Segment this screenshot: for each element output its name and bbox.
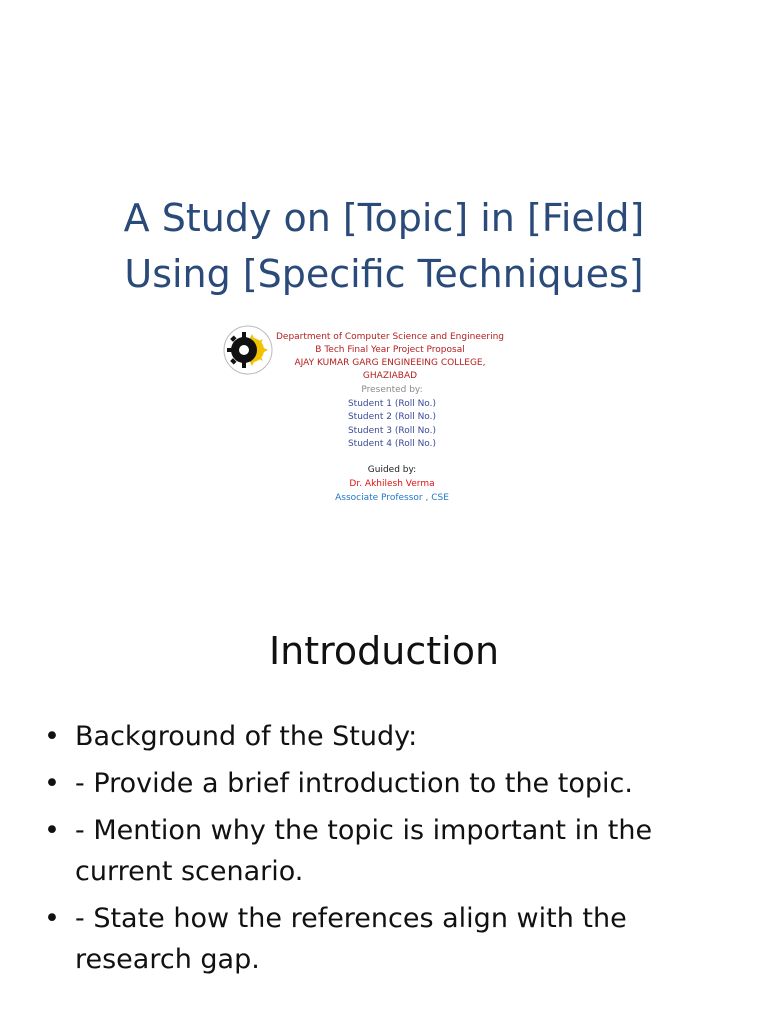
program-name: B Tech Final Year Project Proposal bbox=[315, 345, 465, 355]
presented-by-block bbox=[292, 384, 492, 452]
student-name: Student 3 (Roll No.) bbox=[347, 425, 437, 436]
institution-info bbox=[270, 331, 510, 383]
list-item bbox=[44, 716, 734, 757]
presentation-title bbox=[0, 190, 768, 302]
bullet-text: - Mention why the topic is important in the current scenario. bbox=[75, 815, 653, 887]
student-name: Student 4 (Roll No.) bbox=[347, 439, 437, 449]
bullet-text: Background of the Study: bbox=[75, 721, 418, 752]
introduction-title: Introduction bbox=[268, 629, 500, 673]
bullet-icon: • bbox=[44, 815, 60, 846]
college-name: AJAY KUMAR GARG ENGINEEING COLLEGE, GHAZIABAD bbox=[294, 358, 486, 381]
title-line-1: A Study on [Topic] in [Field] bbox=[123, 196, 645, 240]
presented-by-label: Presented by: bbox=[361, 385, 423, 395]
guided-by-block bbox=[292, 463, 492, 505]
bullet-text: - Provide a brief introduction to the topic. bbox=[75, 768, 633, 799]
college-logo-icon bbox=[222, 324, 274, 376]
title-line-2: Using [Specific Techniques] bbox=[124, 252, 644, 296]
bullet-text: - State how the references align with the research gap. bbox=[75, 903, 627, 975]
student-name: Student 1 (Roll No.) bbox=[347, 398, 437, 409]
bullet-icon: • bbox=[44, 903, 60, 934]
list-item bbox=[44, 898, 734, 980]
guide-designation: Associate Professor , CSE bbox=[335, 493, 449, 503]
guide-name: Dr. Akhilesh Verma bbox=[349, 479, 435, 489]
bullet-icon: • bbox=[44, 768, 60, 799]
list-item bbox=[44, 810, 734, 892]
department-name: Department of Computer Science and Engineering bbox=[275, 332, 504, 342]
introduction-bullet-list bbox=[44, 716, 734, 986]
student-name: Student 2 (Roll No.) bbox=[347, 412, 437, 422]
bullet-icon: • bbox=[44, 721, 60, 752]
guided-by-label: Guided by: bbox=[367, 465, 417, 475]
list-item bbox=[44, 763, 734, 804]
